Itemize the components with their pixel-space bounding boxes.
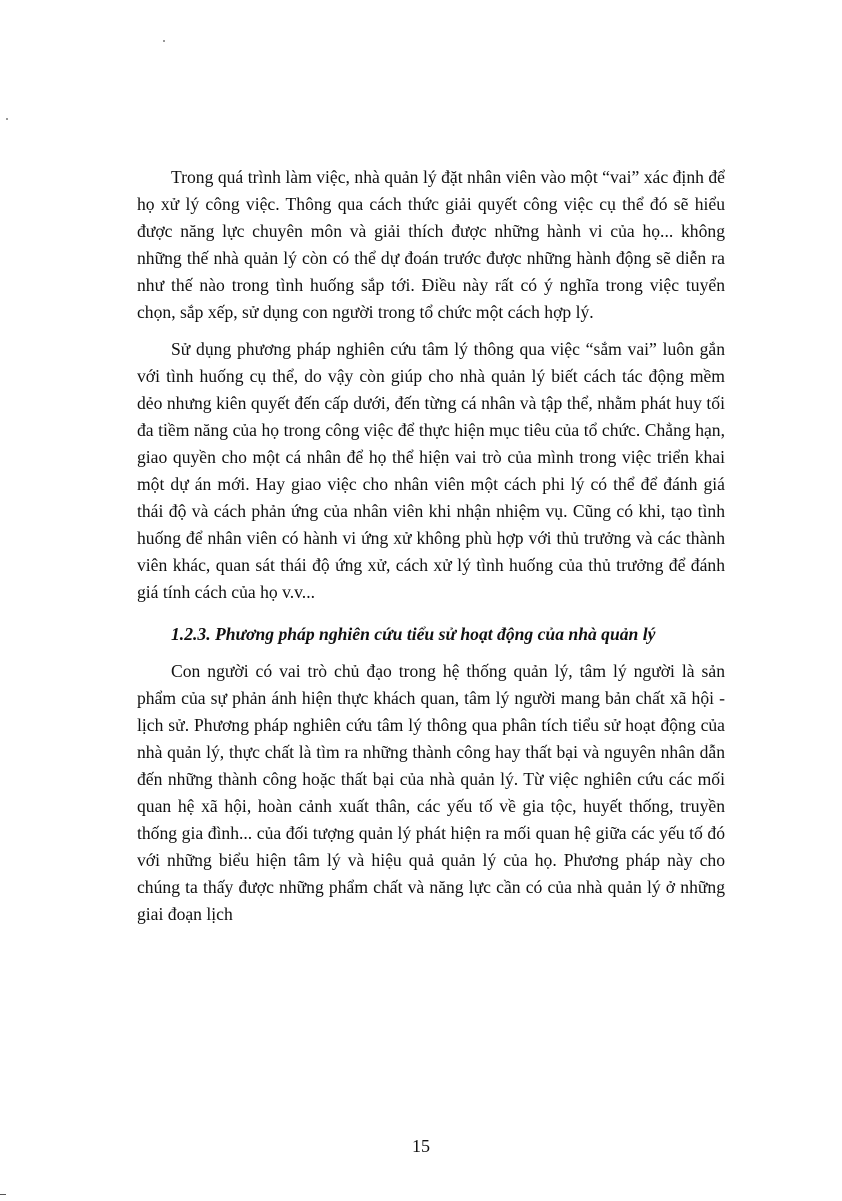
- scan-speck: [6, 118, 8, 120]
- page-content: [137, 164, 725, 929]
- paragraph-role-playing: Sử dụng phương pháp nghiên cứu tâm lý thông qua việc “sắm vai” luôn gắn với tình huống cụ thể, do vậy còn giúp cho nhà quản lý biết cách tác động mềm dẻo nhưng kiên quyết đến cấp dưới, đến từng cá nhân và tập thể, nhằm phát huy tối đa tiềm năng của họ trong công việc để thực hiện mục tiêu của tổ chức. Chẳng hạn, giao quyền cho một cá nhân để họ thể hiện vai trò của mình trong việc triển khai một dự án mới. Hay giao việc cho nhân viên một cách phi lý có thể để đánh giá thái độ và cách phản ứng của nhân viên khi nhận nhiệm vụ. Cũng có khi, tạo tình huống để nhân viên có hành vi ứng xử không phù hợp với thủ trưởng và các thành viên khác, quan sát thái độ ứng xử, cách xử lý tình huống của thủ trưởng để đánh giá tính cách của họ v.v...: [137, 338, 725, 603]
- section-heading: 1.2.3. Phương pháp nghiên cứu tiểu sử hoạt động của nhà quản lý: [171, 623, 656, 644]
- page-number: 15: [412, 1136, 430, 1156]
- scan-speck: [163, 40, 165, 42]
- paragraph-biography-method: Con người có vai trò chủ đạo trong hệ thống quản lý, tâm lý người là sản phẩm của sự phản ánh hiện thực khách quan, tâm lý người mang bản chất xã hội - lịch sử. Phương pháp nghiên cứu tâm lý thông qua phân tích tiểu sử hoạt động của nhà quản lý, thực chất là tìm ra những thành công hay thất bại và nguyên nhân dẫn đến những thành công hoặc thất bại của nhà quản lý. Từ việc nghiên cứu các mối quan hệ xã hội, hoàn cảnh xuất thân, các yếu tố về gia tộc, huyết thống, truyền thống gia đình... của đối tượng quản lý phát hiện ra mối quan hệ giữa các yếu tố đó với những biểu hiện tâm lý và hiệu quả quản lý của họ. Phương pháp này cho chúng ta thấy được những phẩm chất và năng lực cần có của nhà quản lý ở những giai đoạn lịch: [137, 660, 725, 925]
- scan-edge-mark: [0, 1194, 6, 1195]
- paragraph-role-assignment: Trong quá trình làm việc, nhà quản lý đặt nhân viên vào một “vai” xác định để họ xử lý công việc. Thông qua cách thức giải quyết công việc cụ thể đó sẽ hiểu được năng lực chuyên môn và giải thích được những hành vi của họ... không những thế nhà quản lý còn có thể dự đoán trước được những hành động sẽ diễn ra như thế nào trong tình huống sắp tới. Điều này rất có ý nghĩa trong việc tuyển chọn, sắp xếp, sử dụng con người trong tổ chức một cách hợp lý.: [137, 167, 725, 323]
